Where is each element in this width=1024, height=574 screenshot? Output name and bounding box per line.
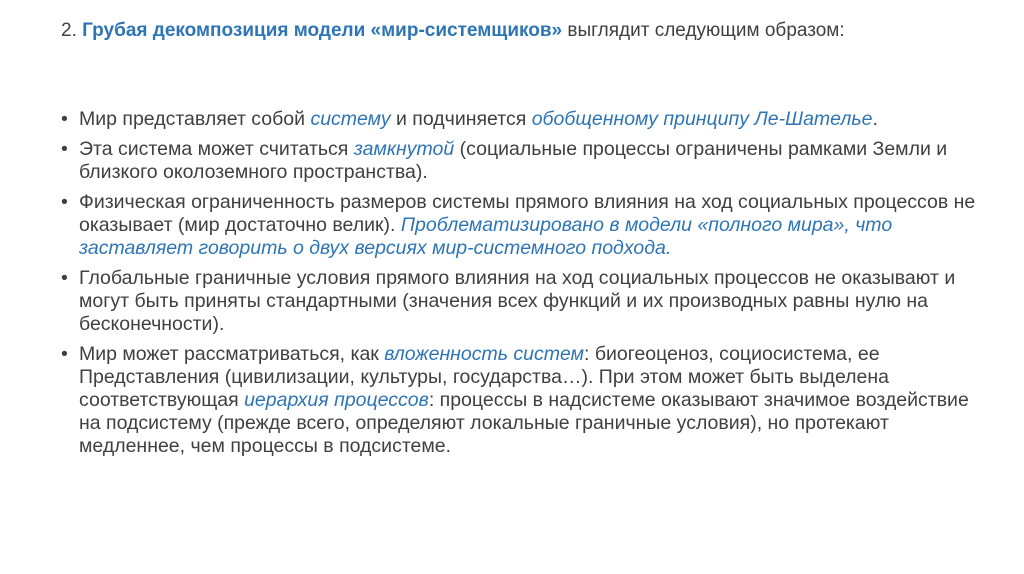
bullet-text: (социальные процессы ограничены рамками Земли и близкого околоземного пространства).	[79, 138, 948, 183]
bullet-text: Мир представляет собой	[79, 108, 311, 130]
slide-heading	[61, 20, 961, 41]
bullet-list	[61, 108, 981, 465]
bullet-item	[61, 343, 981, 458]
bullet-item	[61, 138, 981, 184]
heading-highlight: Грубая декомпозиция модели «мир-системщиков»	[82, 20, 563, 41]
bullet-text: .	[872, 108, 878, 130]
emphasized-term: обобщенному принципу Ле-Шателье	[531, 108, 873, 130]
heading-rest: выглядит следующим образом:	[562, 20, 845, 41]
bullet-text: Мир может рассматриваться, как	[79, 343, 385, 365]
bullet-item	[61, 191, 981, 260]
emphasized-term: систему	[310, 108, 391, 130]
emphasized-term: замкнутой	[353, 138, 455, 160]
bullet-marker: •	[61, 343, 68, 365]
bullet-marker: •	[61, 191, 68, 213]
bullet-text: и подчиняется	[390, 108, 532, 130]
bullet-marker: •	[61, 267, 68, 289]
emphasized-term: иерархия процессов	[244, 389, 429, 411]
emphasized-term: Проблематизировано в модели «полного мира», что заставляет говорить о двух версиях мир-системного подхода.	[79, 214, 893, 259]
bullet-item	[61, 267, 981, 336]
emphasized-term: вложенность систем	[384, 343, 585, 365]
bullet-text: Физическая ограниченность размеров системы прямого влияния на ход социальных процессов не оказывает (мир достаточно велик).	[79, 191, 976, 236]
bullet-text: Глобальные граничные условия прямого влияния на ход социальных процессов не оказывают и могут быть приняты стандартными (значения всех функций и их производных равны нулю на бесконечности).	[79, 267, 956, 335]
heading-number: 2.	[61, 20, 83, 41]
bullet-item	[61, 108, 981, 131]
bullet-marker: •	[61, 138, 68, 160]
bullet-marker: •	[61, 108, 68, 130]
bullet-text: : процессы в надсистеме оказывают значимое воздействие на подсистему (прежде всего, определяют локальные граничные условия), но протекают медленнее, чем процессы в подсистеме.	[79, 389, 969, 457]
bullet-text: : биогеоценоз, социосистема, ее Представления (цивилизации, культуры, государства…). При этом может быть выделена соответствующая	[79, 343, 889, 411]
bullet-text: Эта система может считаться	[79, 138, 354, 160]
